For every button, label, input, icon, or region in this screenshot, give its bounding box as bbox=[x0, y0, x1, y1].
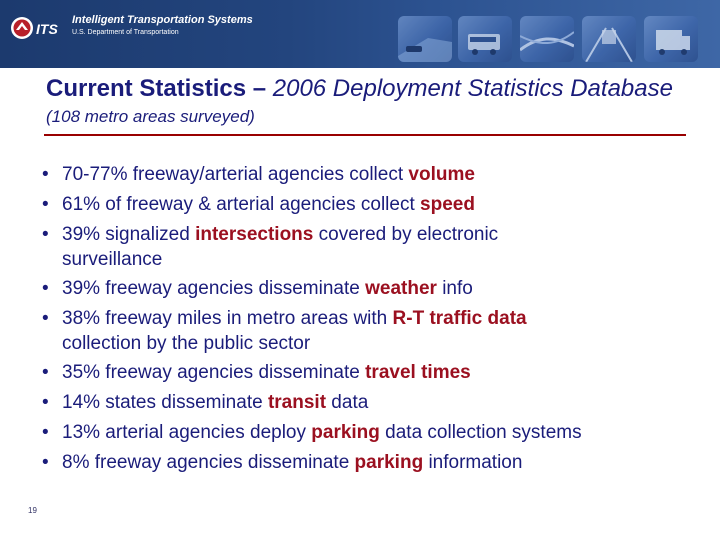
bus-photo-tile bbox=[458, 16, 512, 62]
page-number: 19 bbox=[28, 506, 37, 515]
bullet-dot-icon: • bbox=[42, 422, 49, 443]
list-item: • 35% freeway agencies disseminate travel times bbox=[42, 358, 702, 388]
title-bold: Current Statistics – bbox=[46, 75, 267, 102]
bullet-dot-icon: • bbox=[42, 278, 49, 299]
list-item: • 14% states disseminate transit data bbox=[42, 388, 702, 418]
rail-photo-tile bbox=[582, 16, 636, 62]
list-item: • 39% freeway agencies disseminate weather info bbox=[42, 274, 702, 304]
list-item: • 38% freeway miles in metro areas with R-T traffic data collection by the public sector bbox=[42, 304, 702, 358]
bullet-dot-icon: • bbox=[42, 308, 49, 329]
brand-subtitle: U.S. Department of Transportation bbox=[72, 29, 179, 36]
logo-text: ITS bbox=[36, 21, 58, 37]
list-item: • 61% of freeway & arterial agencies collect speed bbox=[42, 190, 702, 220]
list-item: • 70-77% freeway/arterial agencies collect volume bbox=[42, 160, 702, 190]
bullet-dot-icon: • bbox=[42, 452, 49, 473]
bullet-dot-icon: • bbox=[42, 224, 49, 245]
brand-title: Intelligent Transportation Systems bbox=[72, 14, 253, 26]
highway-photo-tile bbox=[398, 16, 452, 62]
list-item: • 39% signalized intersections covered by electronic surveillance bbox=[42, 220, 702, 274]
truck-photo-tile bbox=[644, 16, 698, 62]
bullet-dot-icon: • bbox=[42, 164, 49, 185]
bullet-dot-icon: • bbox=[42, 194, 49, 215]
title-divider bbox=[44, 134, 686, 136]
list-item: • 8% freeway agencies disseminate parking information bbox=[42, 448, 702, 478]
bullet-dot-icon: • bbox=[42, 392, 49, 413]
statistics-list bbox=[42, 160, 702, 478]
title-note: (108 metro areas surveyed) bbox=[46, 107, 255, 126]
interchange-photo-tile bbox=[520, 16, 574, 62]
its-logo bbox=[8, 13, 70, 43]
bullet-dot-icon: • bbox=[42, 362, 49, 383]
list-item: • 13% arterial agencies deploy parking data collection systems bbox=[42, 418, 702, 448]
slide-title bbox=[46, 76, 686, 130]
header-banner bbox=[0, 0, 720, 68]
title-italic: 2006 Deployment Statistics Database bbox=[266, 75, 673, 102]
